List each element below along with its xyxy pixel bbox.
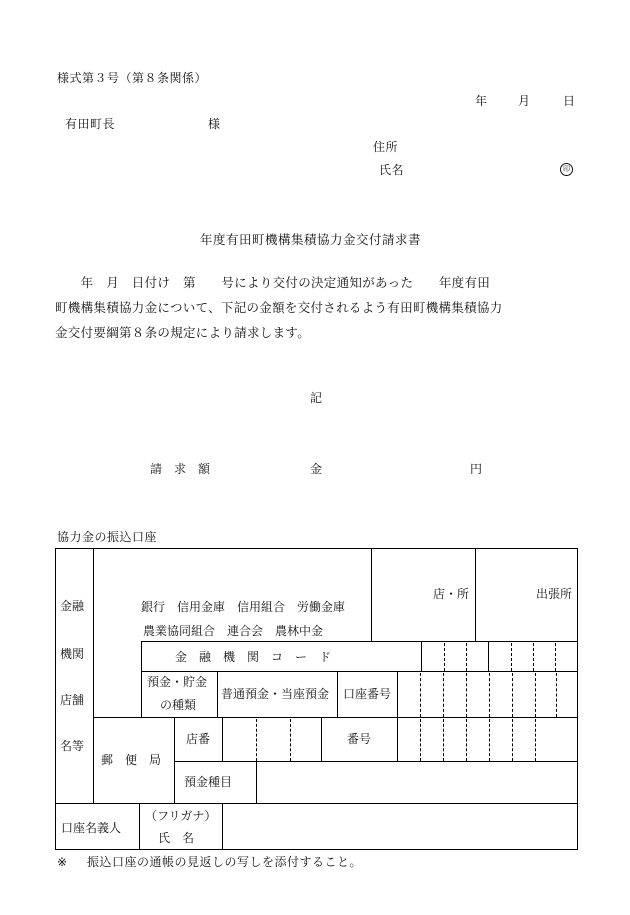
store-number-label: 店番 — [186, 732, 211, 746]
seal-mark: 印 — [560, 163, 573, 176]
branch-label: 店・所 — [433, 587, 470, 601]
request-amount-yen: 円 — [470, 462, 483, 476]
name-label: 氏名 — [379, 163, 405, 177]
date-day-label: 日 — [563, 94, 576, 108]
document-title: 年度有田町機構集積協力金交付請求書 — [200, 232, 422, 247]
body-line-2: 町機構集積協力金について、下記の金額を交付されるよう有田町機構集積協力 — [55, 300, 503, 315]
row-header-kikan: 機関 — [60, 647, 85, 661]
table-caption: 協力金の振込口座 — [57, 530, 158, 544]
post-office-label: 郵 便 局 — [101, 753, 162, 767]
bank-types-line1: 銀行 信用金庫 信用組合 労働金庫 — [141, 600, 346, 614]
date-month-label: 月 — [518, 94, 531, 108]
ki-heading: 記 — [310, 391, 323, 405]
request-amount-kin: 金 — [310, 462, 323, 476]
note-mark: ※ — [57, 855, 68, 869]
number-label: 番号 — [347, 732, 372, 746]
row-header-tenpo: 店舗 — [60, 693, 85, 707]
holder-name-label: 氏 名 — [158, 831, 195, 845]
sub-branch-label: 出張所 — [536, 587, 573, 601]
institution-code-label: 金 融 機 関 コ ー ド — [175, 650, 332, 664]
deposit-category-label: 預金種目 — [184, 775, 233, 789]
body-paragraph — [55, 270, 585, 345]
request-amount-label: 請 求 額 — [150, 462, 211, 476]
note-text: 振込口座の通帳の見返しの写しを添付すること。 — [87, 855, 363, 869]
form-number: 様式第３号（第８条関係） — [57, 71, 208, 85]
bank-types-line2: 農業協同組合 連合会 農林中金 — [143, 624, 324, 638]
deposit-kind-line1: 預金・貯金 — [147, 675, 208, 689]
row-header-nado: 名等 — [60, 739, 85, 753]
address-label: 住所 — [373, 140, 399, 154]
body-line-3: 金交付要綱第８条の規定により請求します。 — [55, 325, 311, 340]
deposit-kind-line2: の種類 — [160, 698, 197, 712]
addressee-suffix: 様 — [208, 117, 221, 131]
addressee-name: 有田町長 — [65, 117, 116, 131]
row-header-kinyu: 金融 — [60, 599, 85, 613]
deposit-options: 普通預金・当座預金 — [221, 687, 330, 701]
account-number-label: 口座番号 — [343, 687, 392, 701]
furigana-label: （フリガナ） — [145, 809, 217, 823]
date-year-label: 年 — [475, 94, 488, 108]
account-holder-label: 口座名義人 — [61, 821, 122, 835]
body-line-1: 年 月 日付け 第 号により交付の決定通知があった 年度有田 — [55, 275, 491, 290]
